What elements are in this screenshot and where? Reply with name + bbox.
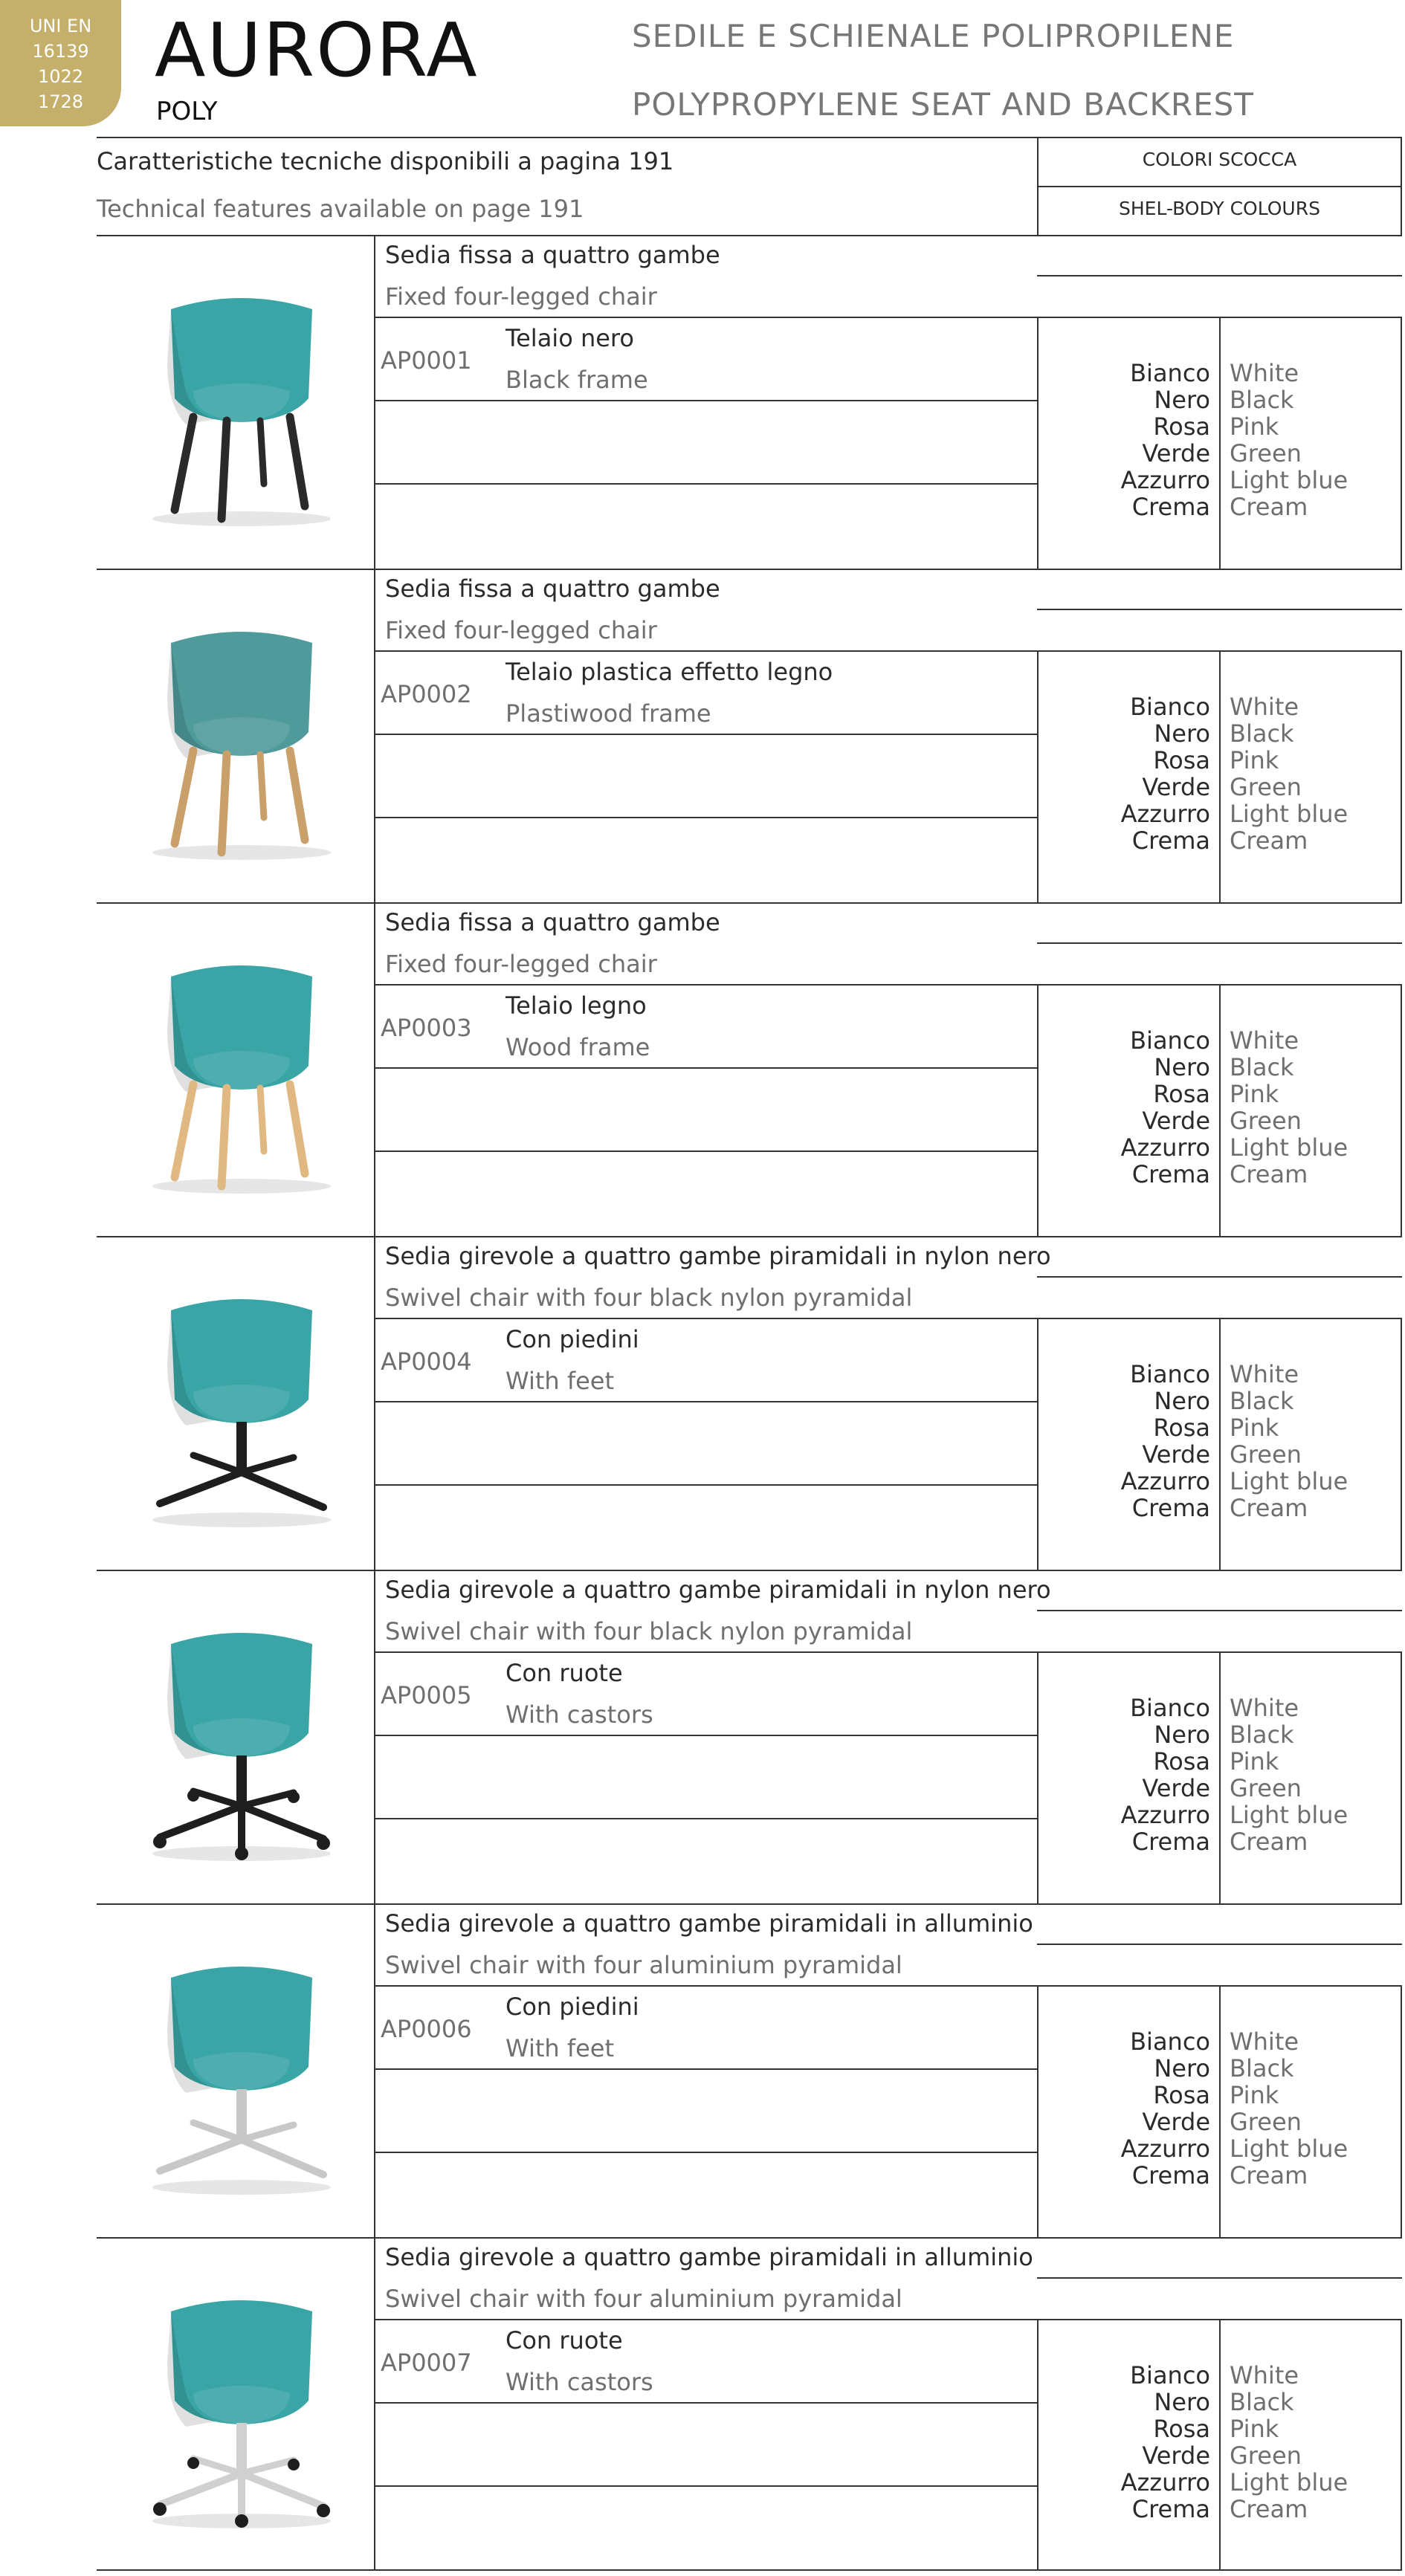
color-english: Light blue [1230, 1133, 1349, 1162]
color-italian: Azzurro [1120, 1467, 1210, 1495]
row-rule [1037, 609, 1402, 610]
color-english: White [1230, 1026, 1299, 1055]
row-rule [374, 1151, 1039, 1152]
column-rule [1037, 984, 1039, 1236]
column-rule [1037, 650, 1039, 902]
color-english: White [1230, 1360, 1299, 1388]
colors-header-italian: COLORI SCOCCA [1142, 149, 1297, 170]
color-english: Green [1230, 2108, 1302, 2136]
product-title-english: Fixed four-legged chair [385, 950, 657, 978]
product-title-english: Swivel chair with four aluminium pyramidal [385, 1951, 902, 1979]
color-italian: Crema [1131, 1494, 1210, 1522]
product-title-italian: Sedia fissa a quattro gambe [385, 241, 720, 269]
color-italian: Rosa [1153, 1747, 1210, 1776]
color-italian: Verde [1142, 2441, 1210, 2470]
color-italian: Crema [1131, 1160, 1210, 1188]
color-italian: Crema [1131, 2161, 1210, 2190]
chair-image [141, 1622, 342, 1867]
colors-list-italian [1041, 2028, 1210, 2189]
variant-italian: Telaio nero [506, 324, 634, 352]
row-rule [1037, 1610, 1402, 1611]
color-english: Pink [1230, 746, 1279, 774]
color-italian: Rosa [1153, 1080, 1210, 1108]
row-rule [1037, 2277, 1402, 2279]
row-rule [97, 1903, 1402, 1905]
colors-list-english [1230, 1027, 1399, 1188]
badge-line: UNI EN [29, 16, 92, 36]
color-english: Black [1230, 386, 1294, 414]
color-italian: Crema [1131, 493, 1210, 521]
row-rule [97, 235, 1402, 236]
row-rule [374, 1401, 1039, 1402]
variant-italian: Con piedini [506, 1325, 639, 1353]
column-rule [374, 1236, 375, 1570]
chair-illustration [141, 621, 342, 866]
row-rule [1037, 942, 1402, 944]
colors-list-english [1230, 2028, 1399, 2189]
color-english: Black [1230, 1053, 1294, 1081]
variant-italian: Telaio plastica effetto legno [506, 658, 833, 686]
color-english: Pink [1230, 2415, 1279, 2443]
colors-list-english [1230, 2362, 1399, 2522]
chair-illustration [141, 287, 342, 532]
color-italian: Bianco [1130, 359, 1210, 387]
features-italian: Caratteristiche tecniche disponibili a pagina 191 [97, 147, 674, 175]
chair-image [141, 954, 342, 1200]
color-english: Black [1230, 1721, 1294, 1749]
column-rule [1401, 984, 1402, 1236]
color-english: Pink [1230, 2081, 1279, 2109]
variant-italian: Telaio legno [506, 991, 647, 1020]
color-english: Black [1230, 2388, 1294, 2416]
product-title-italian: Sedia fissa a quattro gambe [385, 575, 720, 603]
column-rule [374, 1903, 375, 2237]
color-english: Green [1230, 1774, 1302, 1802]
color-italian: Azzurro [1120, 2135, 1210, 2163]
colors-list-english [1230, 360, 1399, 520]
color-english: Cream [1230, 1828, 1308, 1856]
chair-image [141, 1955, 342, 2201]
color-italian: Nero [1154, 2054, 1210, 2083]
color-italian: Nero [1154, 1387, 1210, 1415]
row-rule [374, 400, 1039, 401]
column-rule [1219, 1985, 1221, 2237]
color-english: Green [1230, 1107, 1302, 1135]
color-italian: Bianco [1130, 2361, 1210, 2389]
color-english: Light blue [1230, 1467, 1349, 1495]
chair-image [141, 621, 342, 866]
color-italian: Azzurro [1120, 466, 1210, 494]
color-english: Green [1230, 773, 1302, 801]
color-italian: Rosa [1153, 2415, 1210, 2443]
row-rule [374, 483, 1039, 485]
color-italian: Verde [1142, 1440, 1210, 1469]
color-english: Green [1230, 2441, 1302, 2470]
row-rule [374, 734, 1039, 735]
color-italian: Rosa [1153, 2081, 1210, 2109]
color-italian: Nero [1154, 2388, 1210, 2416]
color-english: White [1230, 359, 1299, 387]
column-rule [374, 1570, 375, 1903]
row-rule [1037, 275, 1402, 276]
variant-english: Plastiwood frame [506, 699, 711, 728]
column-rule [1037, 317, 1039, 569]
row-rule [1037, 1944, 1402, 1945]
features-english: Technical features available on page 191 [97, 195, 584, 223]
color-italian: Azzurro [1120, 1133, 1210, 1162]
column-rule [1219, 1651, 1221, 1903]
column-rule [1401, 1318, 1402, 1570]
product-title-italian: Sedia girevole a quattro gambe piramidali in nylon nero [385, 1576, 1051, 1604]
variant-italian: Con piedini [506, 1993, 639, 2021]
column-rule [1401, 2319, 1402, 2571]
badge-line: 16139 [32, 41, 89, 62]
colors-header-english: SHEL-BODY COLOURS [1119, 198, 1320, 219]
column-rule [1219, 650, 1221, 902]
column-rule [1037, 1985, 1039, 2237]
color-english: White [1230, 2028, 1299, 2056]
color-italian: Crema [1131, 1828, 1210, 1856]
product-title-italian: Sedia girevole a quattro gambe piramidali in alluminio [385, 1909, 1033, 1938]
color-italian: Azzurro [1120, 800, 1210, 828]
color-italian: Verde [1142, 1107, 1210, 1135]
color-english: White [1230, 1694, 1299, 1722]
color-english: Black [1230, 719, 1294, 748]
certification-badge [0, 0, 121, 126]
chair-illustration [141, 1955, 342, 2201]
product-code: AP0003 [381, 1014, 472, 1042]
product-title-english: Swivel chair with four black nylon pyramidal [385, 1617, 913, 1645]
product-title-english: Swivel chair with four black nylon pyramidal [385, 1284, 913, 1312]
row-rule [374, 317, 1402, 318]
color-italian: Nero [1154, 1721, 1210, 1749]
color-english: Light blue [1230, 2468, 1349, 2496]
colors-list-english [1230, 1361, 1399, 1521]
row-rule [374, 2402, 1039, 2404]
product-title-italian: Sedia fissa a quattro gambe [385, 908, 720, 936]
column-rule [1219, 317, 1221, 569]
color-english: Light blue [1230, 466, 1349, 494]
color-italian: Crema [1131, 2495, 1210, 2523]
color-english: Pink [1230, 1080, 1279, 1108]
color-italian: Rosa [1153, 412, 1210, 441]
color-italian: Nero [1154, 1053, 1210, 1081]
row-rule [97, 902, 1402, 904]
row-rule [374, 1067, 1039, 1069]
subtitle-italian: SEDILE E SCHIENALE POLIPROPILENE [632, 18, 1235, 54]
badge-line: 1728 [37, 91, 84, 112]
row-rule [374, 1651, 1402, 1653]
table-bottom-rule [97, 2569, 1402, 2571]
row-rule [97, 1236, 1402, 1237]
column-rule [1037, 1318, 1039, 1570]
product-code: AP0004 [381, 1347, 472, 1376]
color-english: Pink [1230, 1414, 1279, 1442]
product-code: AP0006 [381, 2015, 472, 2043]
chair-illustration [141, 2289, 342, 2534]
colors-list-italian [1041, 360, 1210, 520]
chair-image [141, 1288, 342, 1533]
row-rule [97, 569, 1402, 570]
color-italian: Rosa [1153, 1414, 1210, 1442]
color-italian: Bianco [1130, 693, 1210, 721]
chair-illustration [141, 954, 342, 1200]
colors-list-italian [1041, 2362, 1210, 2522]
color-english: Cream [1230, 1160, 1308, 1188]
product-code: AP0007 [381, 2349, 472, 2377]
color-english: Pink [1230, 1747, 1279, 1776]
color-english: Cream [1230, 2495, 1308, 2523]
product-title-english: Fixed four-legged chair [385, 616, 657, 644]
variant-english: Wood frame [506, 1033, 650, 1061]
column-rule [374, 2237, 375, 2571]
variant-english: With castors [506, 2368, 653, 2396]
row-rule [374, 2319, 1402, 2320]
row-rule [374, 2068, 1039, 2070]
color-italian: Bianco [1130, 1360, 1210, 1388]
row-rule [97, 1570, 1402, 1571]
subtitle-english: POLYPROPYLENE SEAT AND BACKREST [632, 86, 1254, 123]
product-code: AP0001 [381, 346, 472, 375]
color-italian: Crema [1131, 826, 1210, 855]
column-rule [1219, 984, 1221, 1236]
header-rule [1037, 186, 1402, 187]
column-rule [374, 235, 375, 569]
row-rule [1037, 1276, 1402, 1278]
product-title-english: Swivel chair with four aluminium pyramidal [385, 2285, 902, 2313]
color-english: Pink [1230, 412, 1279, 441]
column-rule [1401, 1651, 1402, 1903]
color-english: Cream [1230, 493, 1308, 521]
row-rule [374, 1484, 1039, 1486]
chair-illustration [141, 1288, 342, 1533]
variant-english: With castors [506, 1700, 653, 1729]
variant-italian: Con ruote [506, 2326, 623, 2355]
color-italian: Bianco [1130, 2028, 1210, 2056]
colors-list-italian [1041, 1361, 1210, 1521]
colors-list-english [1230, 1695, 1399, 1855]
color-english: Black [1230, 2054, 1294, 2083]
color-english: Light blue [1230, 800, 1349, 828]
color-italian: Verde [1142, 773, 1210, 801]
column-rule [1219, 2319, 1221, 2571]
product-title-italian: Sedia girevole a quattro gambe piramidali in alluminio [385, 2243, 1033, 2271]
row-rule [374, 1818, 1039, 1819]
row-rule [374, 984, 1402, 986]
color-italian: Azzurro [1120, 1801, 1210, 1829]
chair-image [141, 287, 342, 532]
colors-list-italian [1041, 1695, 1210, 1855]
colors-list-italian [1041, 1027, 1210, 1188]
color-english: White [1230, 2361, 1299, 2389]
color-english: Black [1230, 1387, 1294, 1415]
column-rule [1401, 650, 1402, 902]
color-english: Cream [1230, 826, 1308, 855]
row-rule [374, 1985, 1402, 1987]
color-italian: Nero [1154, 719, 1210, 748]
row-rule [374, 1318, 1402, 1319]
color-english: Green [1230, 1440, 1302, 1469]
colors-list-italian [1041, 693, 1210, 854]
brand-title: AURORA [155, 7, 479, 94]
color-italian: Bianco [1130, 1026, 1210, 1055]
column-rule [1401, 1985, 1402, 2237]
row-rule [374, 1735, 1039, 1736]
color-italian: Nero [1154, 386, 1210, 414]
product-title-italian: Sedia girevole a quattro gambe piramidali in nylon nero [385, 1242, 1051, 1270]
color-italian: Verde [1142, 2108, 1210, 2136]
color-italian: Verde [1142, 1774, 1210, 1802]
product-code: AP0005 [381, 1681, 472, 1709]
color-english: Cream [1230, 1494, 1308, 1522]
color-english: Light blue [1230, 1801, 1349, 1829]
product-code: AP0002 [381, 680, 472, 708]
column-rule [374, 569, 375, 902]
color-english: Light blue [1230, 2135, 1349, 2163]
badge-line: 1022 [37, 66, 84, 87]
series-name: POLY [156, 97, 218, 126]
column-rule [1219, 1318, 1221, 1570]
colors-list-english [1230, 693, 1399, 854]
color-english: Green [1230, 439, 1302, 467]
column-rule [1037, 1651, 1039, 1903]
column-rule [1037, 2319, 1039, 2571]
variant-english: With feet [506, 2034, 615, 2062]
product-title-english: Fixed four-legged chair [385, 282, 657, 311]
color-italian: Rosa [1153, 746, 1210, 774]
color-italian: Bianco [1130, 1694, 1210, 1722]
variant-english: With feet [506, 1367, 615, 1395]
color-english: White [1230, 693, 1299, 721]
header-rule [97, 137, 1401, 138]
color-italian: Azzurro [1120, 2468, 1210, 2496]
column-rule [374, 902, 375, 1236]
color-english: Cream [1230, 2161, 1308, 2190]
chair-image [141, 2289, 342, 2534]
column-rule [1401, 317, 1402, 569]
variant-english: Black frame [506, 366, 648, 394]
variant-italian: Con ruote [506, 1659, 623, 1687]
row-rule [97, 2237, 1402, 2239]
row-rule [374, 650, 1402, 652]
row-rule [374, 817, 1039, 818]
row-rule [374, 2152, 1039, 2153]
chair-illustration [141, 1622, 342, 1867]
color-italian: Verde [1142, 439, 1210, 467]
row-rule [374, 2485, 1039, 2487]
